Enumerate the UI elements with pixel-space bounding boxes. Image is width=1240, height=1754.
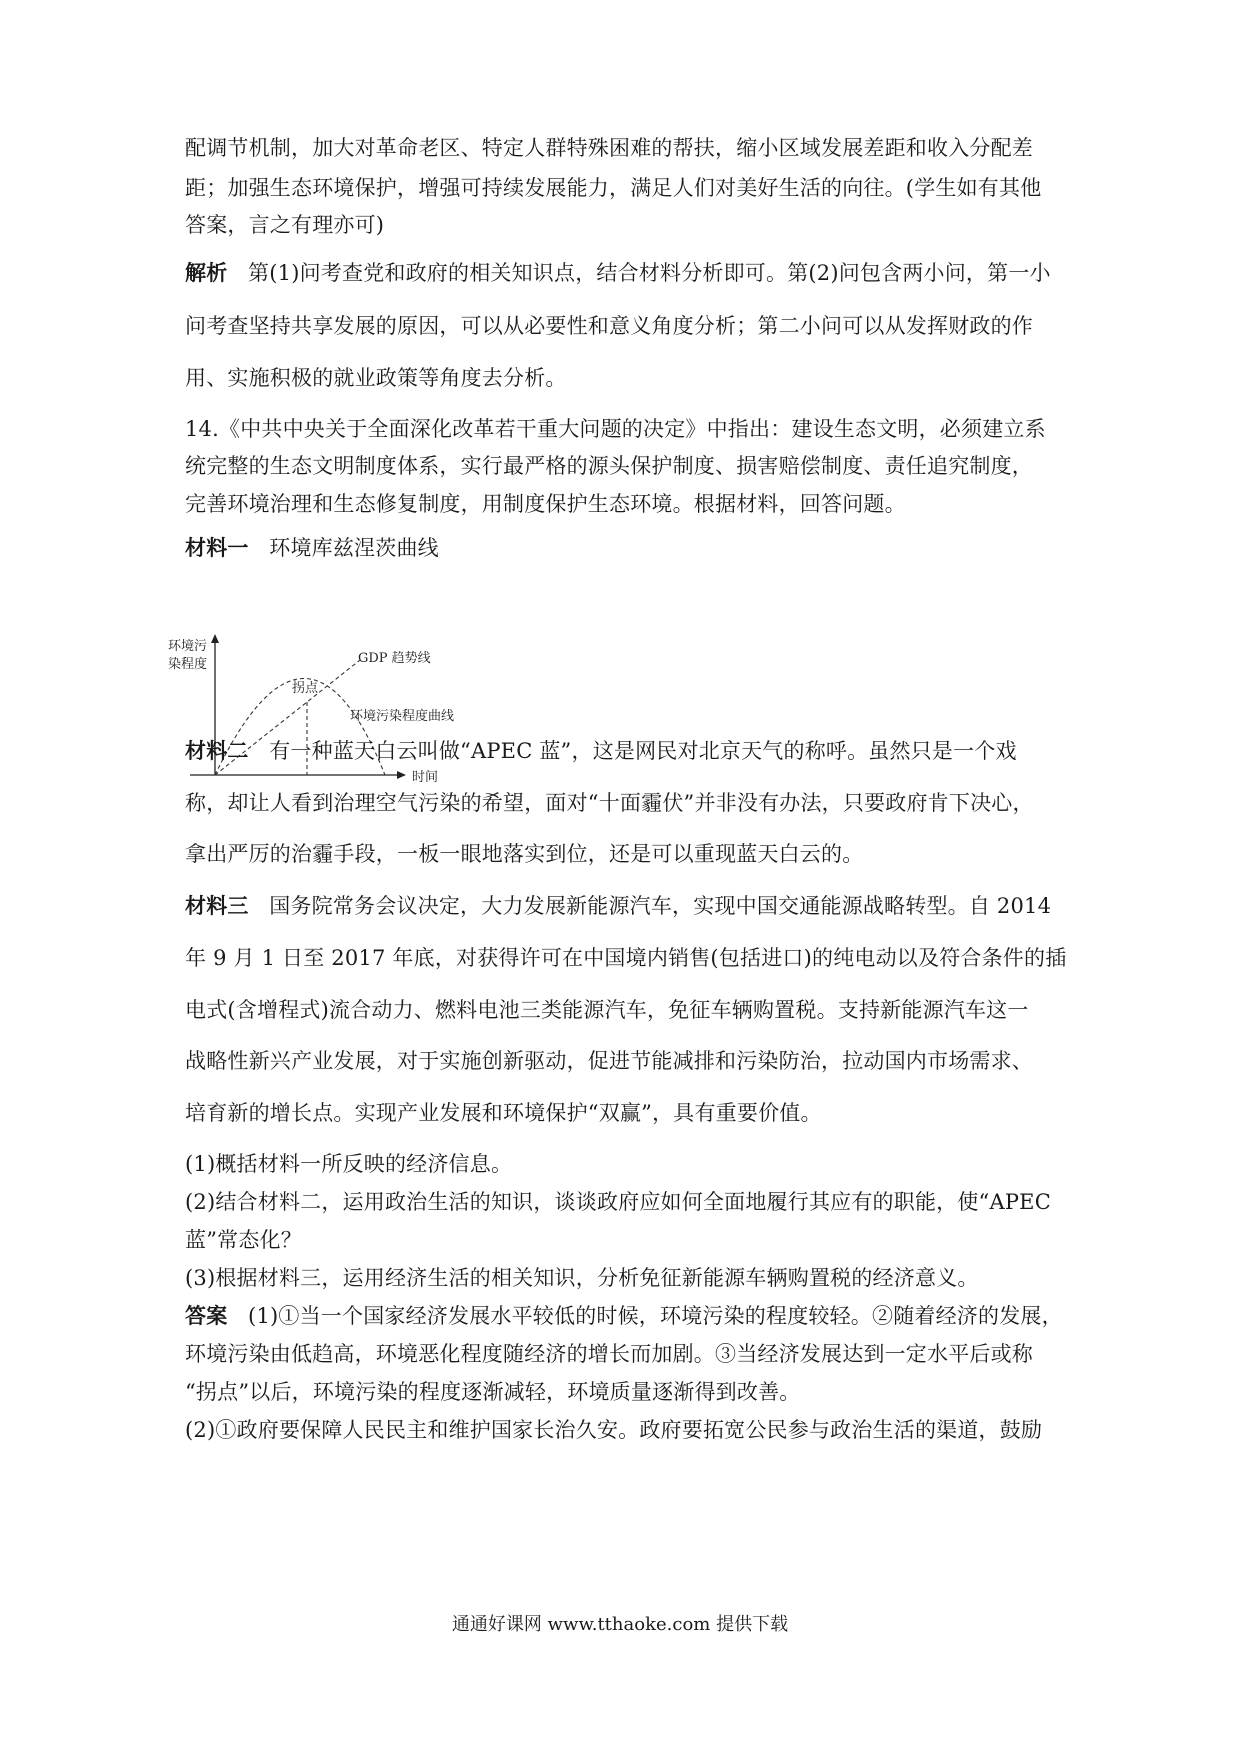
paragraph-line: 用、实施积极的就业政策等角度去分析。 [185,366,567,390]
pollution-curve-label: 环境污染程度曲线 [350,709,455,724]
paragraph-line: 培育新的增长点。实现产业发展和环境保护“双赢”，具有重要价值。 [185,1101,822,1125]
answer-text: (1)①当一个国家经济发展水平较低的时候，环境污染的程度较轻。②随着经济的发展， [248,1304,1063,1328]
footer-credit: 通通好课网 www.tthaoke.com 提供下载 [451,1614,789,1635]
gdp-trend-label: GDP 趋势线 [358,651,431,666]
y-axis-arrow [211,634,219,643]
subquestion-2: (2)结合材料二，运用政治生活的知识，谈谈政府应如何全面地履行其应有的职能，使“APEC [185,1190,1051,1214]
analysis-line [185,257,1065,287]
x-axis-label: 时间 [412,770,439,785]
material-1-title: 环境库兹涅茨曲线 [269,536,439,560]
material-3-label: 材料三 [185,893,249,918]
answer-line [185,1300,1065,1330]
question-14-line: 14.《中共中央关于全面深化改革若干重大问题的决定》中指出：建设生态文明，必须建立系 [185,417,1046,441]
paragraph-line: 称，却让人看到治理空气污染的希望，面对“十面霾伏”并非没有办法，只要政府肯下决心， [185,791,1034,815]
kuznets-curve-figure [168,630,520,790]
material-3-line [185,890,1065,920]
material-2-line [185,735,1065,765]
material-3-text: 国务院常务会议决定，大力发展新能源汽车，实现中国交通能源战略转型。自 2014 [269,894,1052,918]
answer-label: 答案 [185,1303,228,1328]
subquestion-3: (3)根据材料三，运用经济生活的相关知识，分析免征新能源车辆购置税的经济意义。 [185,1266,979,1290]
material-2-label: 材料二 [185,738,249,763]
paragraph-line: 蓝”常态化？ [185,1228,302,1252]
paragraph-line: 问考查坚持共享发展的原因，可以从必要性和意义角度分析；第二小问可以从发挥财政的作 [185,314,1033,338]
paragraph-line: 环境污染由低趋高，环境恶化程度随经济的增长而加剧。③当经济发展达到一定水平后或称 [185,1342,1033,1366]
material-2-text: 有一种蓝天白云叫做“APEC 蓝”，这是网民对北京天气的称呼。虽然只是一个戏 [269,739,1017,763]
y-axis-label-line2: 染程度 [168,657,208,672]
turning-point-label: 拐点 [292,681,319,696]
paragraph-line: 距；加强生态环境保护，增强可持续发展能力，满足人们对美好生活的向往。(学生如有其他 [185,176,1042,200]
analysis-label: 解析 [185,260,228,285]
subquestion-1: (1)概括材料一所反映的经济信息。 [185,1152,513,1176]
material-1-heading [185,532,1065,562]
paragraph-line: “拐点”以后，环境污染的程度逐渐减轻，环境质量逐渐得到改善。 [185,1380,801,1404]
paragraph-line: 年 9 月 1 日至 2017 年底，对获得许可在中国境内销售(包括进口)的纯电动以及符合条件的插 [185,946,1067,970]
analysis-text: 第(1)问考查党和政府的相关知识点，结合材料分析即可。第(2)问包含两小问，第一小 [248,261,1051,285]
paragraph-line: 配调节机制，加大对革命老区、特定人群特殊困难的帮扶，缩小区域发展差距和收入分配差 [185,136,1033,160]
paragraph-line: 完善环境治理和生态修复制度，用制度保护生态环境。根据材料，回答问题。 [185,492,906,516]
y-axis-label-line1: 环境污 [168,639,208,654]
material-1-label: 材料一 [185,535,249,560]
kuznets-curve-svg [168,630,520,790]
paragraph-line: 统完整的生态文明制度体系，实行最严格的源头保护制度、损害赔偿制度、责任追究制度， [185,454,1033,478]
paragraph-line: 电式(含增程式)流合动力、燃料电池三类能源汽车，免征车辆购置税。支持新能源汽车这一 [185,998,1029,1022]
x-axis-arrow [397,771,406,779]
paragraph-line: (2)①政府要保障人民民主和维护国家长治久安。政府要拓宽公民参与政治生活的渠道，鼓励 [185,1418,1043,1442]
paragraph-line: 战略性新兴产业发展，对于实施创新驱动，促进节能减排和污染防治，拉动国内市场需求、 [185,1049,1033,1073]
paragraph-line: 答案，言之有理亦可) [185,213,385,237]
paragraph-line: 拿出严厉的治霾手段，一板一眼地落实到位，还是可以重现蓝天白云的。 [185,842,864,866]
